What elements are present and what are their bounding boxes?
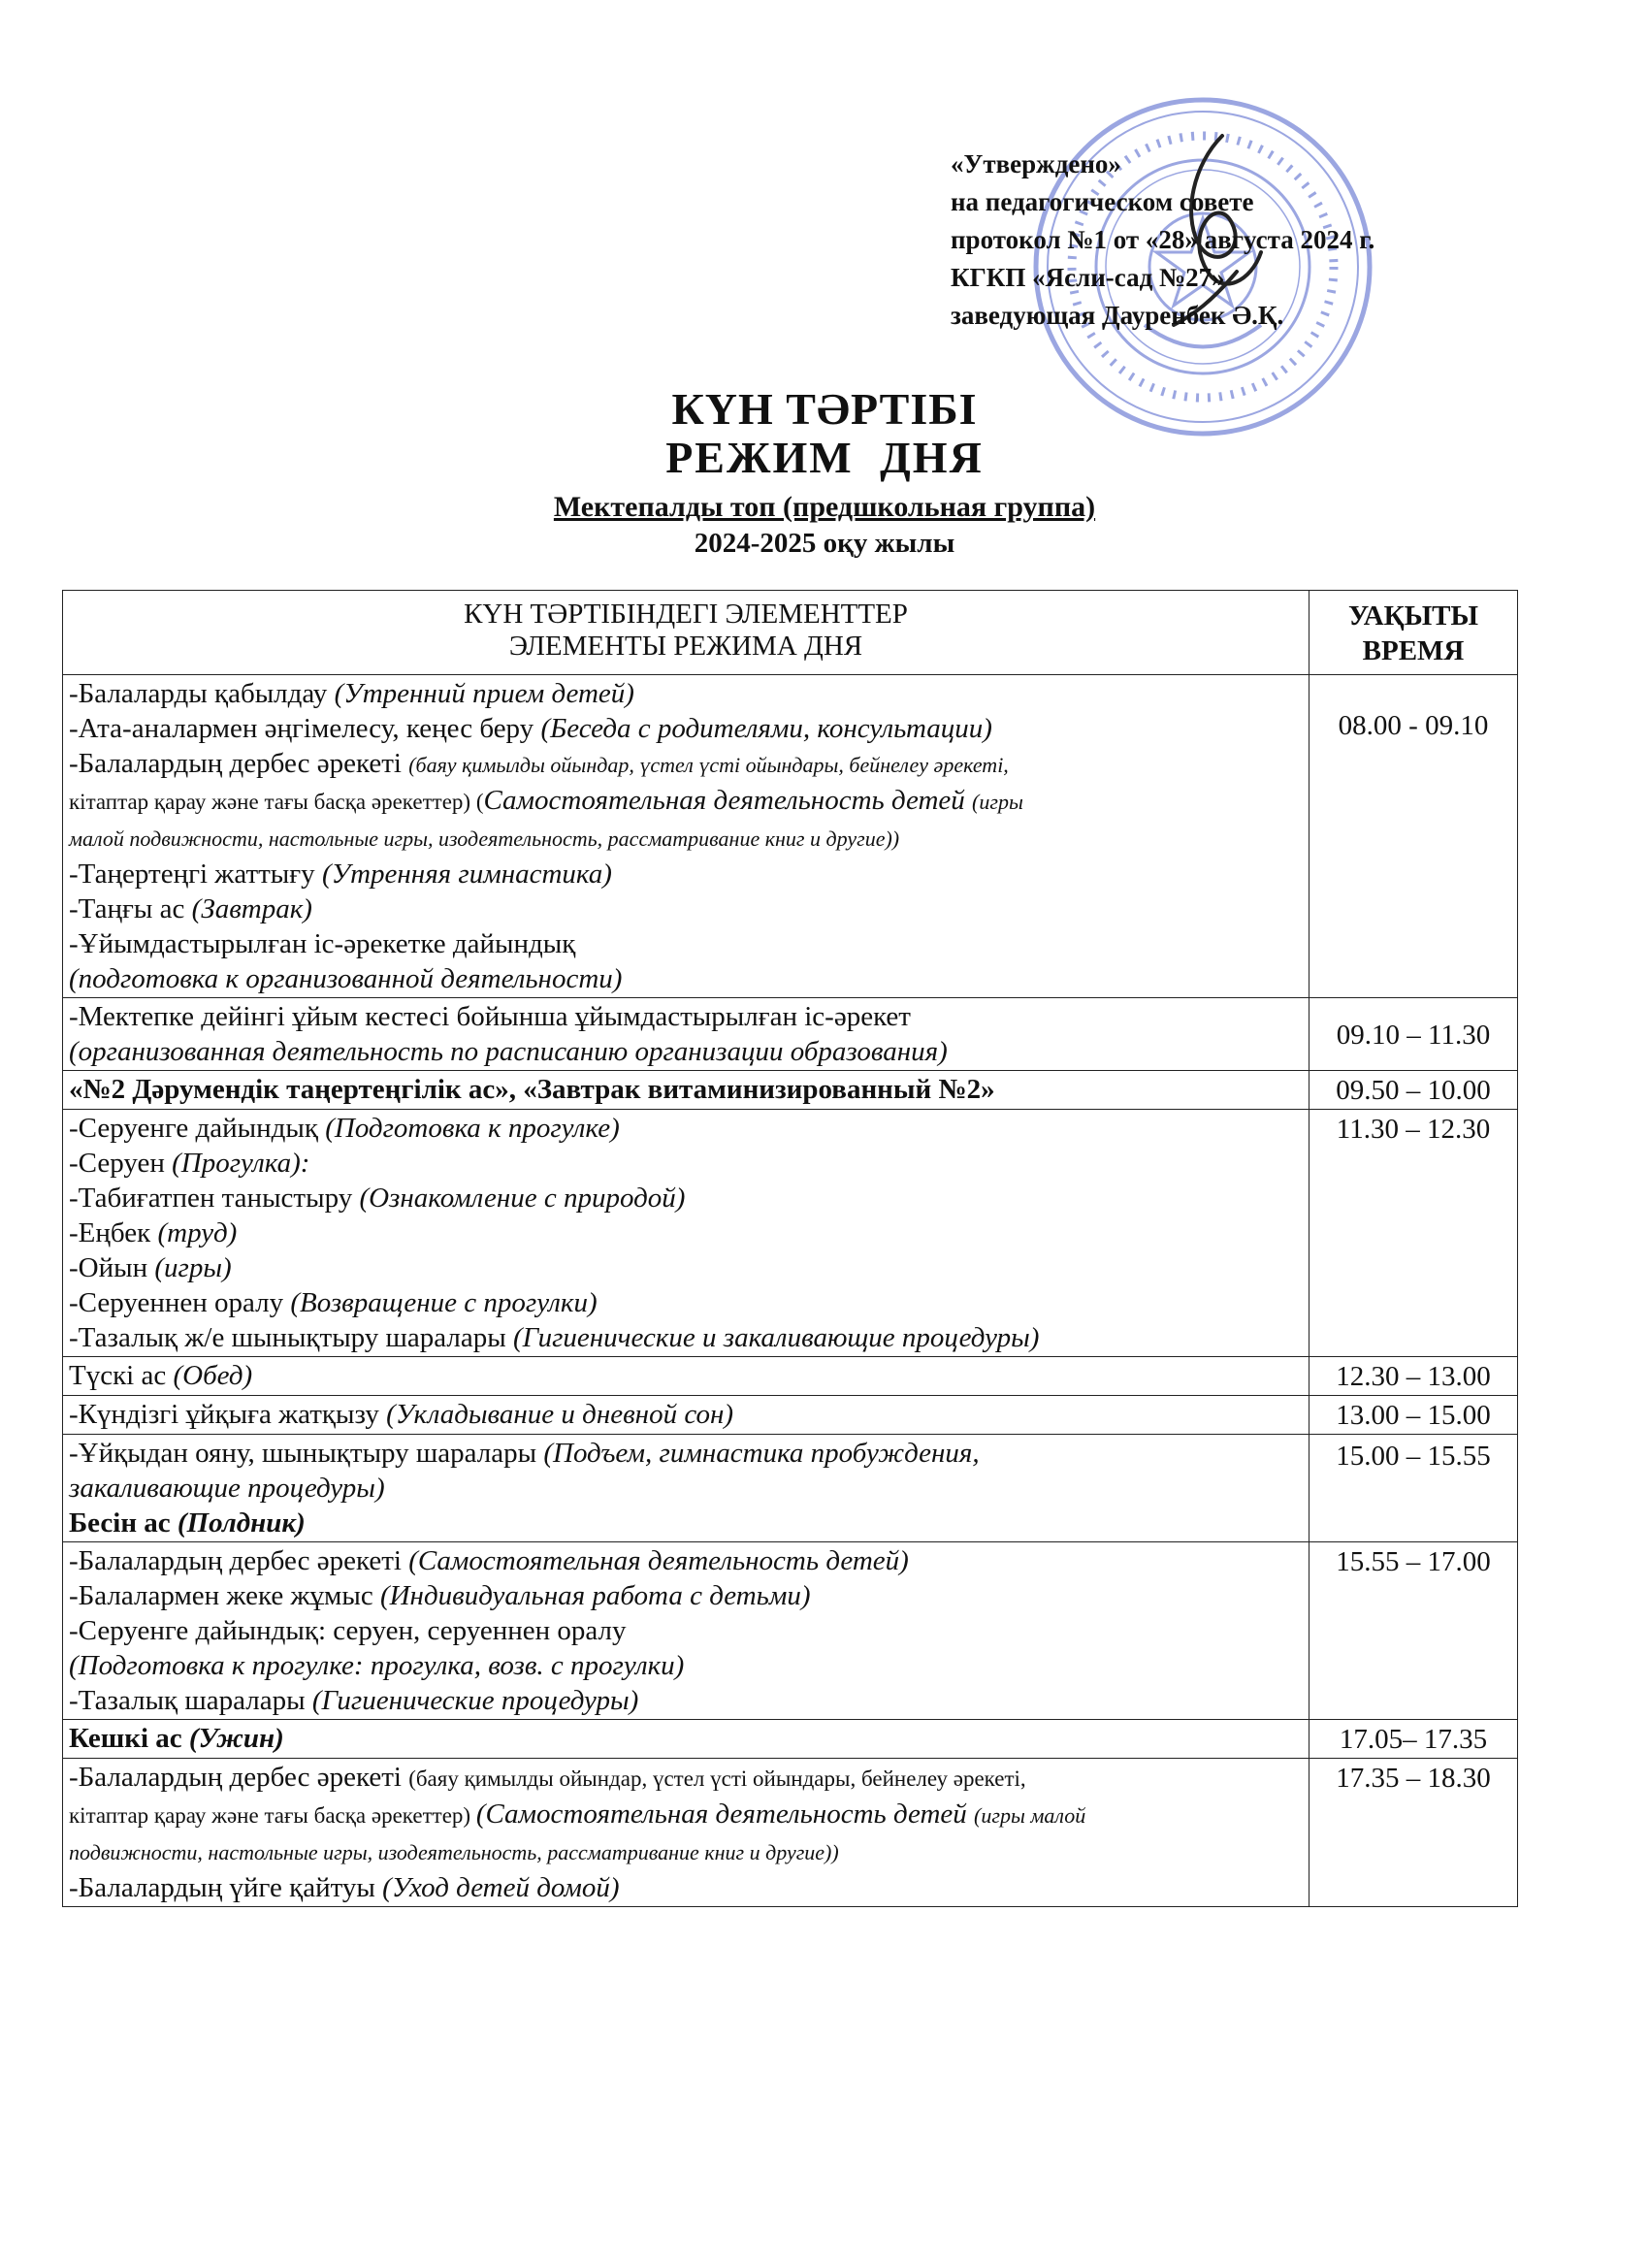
activity-kz: -Ұйымдастырылған іс-әрекетке дайындық [69, 928, 576, 959]
activity-cell [63, 1396, 1310, 1435]
activity-cell [63, 1542, 1310, 1720]
time-cell: 15.00 – 15.55 [1310, 1435, 1518, 1542]
activity-kz: -Балаларды қабылдау [69, 678, 335, 709]
activity-ru: (Укладывание и дневной сон) [386, 1399, 734, 1430]
activity-kz: -Серуенге дайындық: серуен, серуеннен оралу [69, 1615, 627, 1646]
activity-ru: (Ужин) [188, 1723, 284, 1754]
activity-kz: «№2 Дәрумендік таңертеңгілік ас», «Завтрак витаминизированный №2» [69, 1074, 995, 1105]
approval-line: КГКП «Ясли-сад №27» [951, 263, 1225, 292]
table-row [63, 1435, 1518, 1542]
activity-cell [63, 998, 1310, 1071]
activity-kz: -Мектепке дейінгі ұйым кестесі бойынша ұйымдастырылған іс-әрекет [69, 1001, 911, 1032]
activity-kz: -Балалардың дербес әрекеті [69, 1762, 409, 1793]
header-kz: КҮН ТӘРТІБІНДЕГІ ЭЛЕМЕНТТЕР [464, 599, 908, 630]
activity-cell [63, 1759, 1310, 1907]
time-header [1310, 591, 1518, 675]
activity-ru: (труд) [157, 1217, 238, 1248]
time-cell: 09.50 – 10.00 [1310, 1071, 1518, 1110]
group-title: Мектепалды топ (предшкольная группа) [553, 491, 1096, 523]
table-row [63, 1071, 1518, 1110]
activity-kz: -Ата-аналармен әңгімелесу, кеңес беру [69, 713, 541, 744]
activity-kz: -Тазалық ж/е шынықтыру шаралары [69, 1322, 513, 1353]
elements-header [63, 591, 1310, 675]
activity-ru: (Самостоятельная деятельность детей [475, 1798, 975, 1830]
activity-note: малой подвижности, настольные игры, изодеятельность, рассматривание книг и другие)) [69, 826, 900, 851]
activity-kz: -Таңғы ас [69, 893, 192, 924]
activity-kz: -Ойын [69, 1252, 155, 1283]
activity-ru: (Прогулка): [172, 1148, 310, 1179]
activity-note: подвижности, настольные игры, изодеятельность, рассматривание книг и другие)) [69, 1840, 839, 1864]
table-row [63, 675, 1518, 998]
activity-ru: Самостоятельная деятельность детей [483, 785, 973, 816]
activity-ru: (Самостоятельная деятельность детей) [408, 1545, 909, 1576]
time-cell: 12.30 – 13.00 [1310, 1357, 1518, 1396]
table-row [63, 1759, 1518, 1907]
activity-kz: Түскі ас [69, 1360, 174, 1391]
table-row [63, 1357, 1518, 1396]
activity-ru: (Индивидуальная работа с детьми) [379, 1580, 811, 1611]
activity-ru: (игры) [154, 1252, 232, 1283]
activity-kz: -Балалардың дербес әрекеті [69, 1545, 409, 1576]
activity-ru: (Подготовка к прогулке) [325, 1113, 620, 1144]
activity-note: (баяу қимылды ойындар, үстел үсті ойындары, бейнелеу әрекеті, [408, 1766, 1026, 1791]
activity-kz: -Серуен [69, 1148, 173, 1179]
activity-kz: -Таңертеңгі жаттығу [69, 859, 322, 890]
time-header-ru: ВРЕМЯ [1362, 635, 1465, 666]
time-cell: 17.05– 17.35 [1310, 1720, 1518, 1759]
time-cell: 11.30 – 12.30 [1310, 1110, 1518, 1357]
activity-kz: -Серуеннен оралу [69, 1287, 291, 1318]
activity-note: кітаптар қарау және тағы басқа әрекеттер) [69, 1803, 476, 1828]
activity-kz: -Тазалық шаралары [69, 1685, 312, 1716]
table-header-row [63, 591, 1518, 675]
academic-year: 2024-2025 оқу жылы [694, 528, 955, 559]
activity-kz: -Балалардың үйге қайтуы [69, 1872, 383, 1903]
activity-kz: -Табиғатпен таныстыру [69, 1183, 360, 1214]
time-cell: 17.35 – 18.30 [1310, 1759, 1518, 1907]
activity-kz: Кешкі ас [69, 1723, 189, 1754]
time-header-kz: УАҚЫТЫ [1347, 600, 1478, 632]
activity-ru: (Полдник) [177, 1507, 306, 1539]
activity-note: кітаптар қарау және тағы басқа әрекеттер) ( [69, 790, 484, 814]
activity-ru: (Подготовка к прогулке: прогулка, возв. с прогулки) [69, 1650, 685, 1681]
activity-ru: (Гигиенические и закаливающие процедуры) [512, 1322, 1040, 1353]
activity-kz: -Күндізгі ұйқыға жатқызу [69, 1399, 387, 1430]
table-row [63, 998, 1518, 1071]
activity-cell [63, 1435, 1310, 1542]
approval-line: протокол №1 от «28» августа 2024 г. [951, 225, 1375, 254]
activity-ru: (организованная деятельность по расписанию организации образования) [69, 1036, 948, 1067]
activity-ru: (Утренний прием детей) [334, 678, 634, 709]
table-row [63, 1396, 1518, 1435]
activity-kz: -Серуенге дайындық [69, 1113, 326, 1144]
header-ru: ЭЛЕМЕНТЫ РЕЖИМА ДНЯ [508, 631, 863, 662]
activity-cell [63, 1720, 1310, 1759]
approval-line: на педагогическом совете [951, 187, 1254, 216]
time-cell: 13.00 – 15.00 [1310, 1396, 1518, 1435]
activity-kz: -Балалармен жеке жұмыс [69, 1580, 380, 1611]
approval-line: «Утверждено» [951, 149, 1121, 178]
activity-cell [63, 675, 1310, 998]
activity-ru: (Гигиенические процедуры) [311, 1685, 639, 1716]
activity-cell [63, 1071, 1310, 1110]
schedule-table [62, 590, 1518, 1907]
title-kz: КҮН ТӘРТІБІ [671, 384, 978, 434]
activity-ru: (Обед) [173, 1360, 253, 1391]
activity-kz: -Ұйқыдан ояну, шынықтыру шаралары [69, 1438, 544, 1469]
table-row [63, 1110, 1518, 1357]
activity-note: (игры [972, 790, 1023, 814]
activity-ru: (Возвращение с прогулки) [290, 1287, 598, 1318]
activity-note: (игры малой [974, 1803, 1086, 1828]
activity-ru: (Уход детей домой) [382, 1872, 620, 1903]
time-cell: 15.55 – 17.00 [1310, 1542, 1518, 1720]
activity-ru: (Ознакомление с природой) [359, 1183, 686, 1214]
activity-ru: (подготовка к организованной деятельности) [69, 963, 623, 994]
activity-ru: (Беседа с родителями, консультации) [540, 713, 992, 744]
activity-ru: (Утренняя гимнастика) [321, 859, 612, 890]
activity-kz: -Еңбек [69, 1217, 158, 1248]
time-cell: 09.10 – 11.30 [1310, 998, 1518, 1071]
activity-ru: (Подъем, гимнастика пробуждения, [543, 1438, 980, 1469]
activity-kz: -Балалардың дербес әрекеті [69, 748, 409, 779]
table-row [63, 1720, 1518, 1759]
activity-ru: (Завтрак) [191, 893, 312, 924]
activity-ru: закаливающие процедуры) [69, 1473, 385, 1504]
approval-block [951, 146, 1571, 335]
title-ru: РЕЖИМ ДНЯ [665, 433, 984, 482]
activity-note: (баяу қимылды ойындар, үстел үсті ойындары, бейнелеу әрекеті, [408, 753, 1009, 777]
table-row [63, 1542, 1518, 1720]
activity-kz: Бесін ас [69, 1507, 178, 1539]
approval-line: заведующая Дауренбек Ә.Қ. [951, 301, 1284, 330]
activity-cell [63, 1110, 1310, 1357]
time-cell: 08.00 - 09.10 [1310, 675, 1518, 998]
activity-cell [63, 1357, 1310, 1396]
